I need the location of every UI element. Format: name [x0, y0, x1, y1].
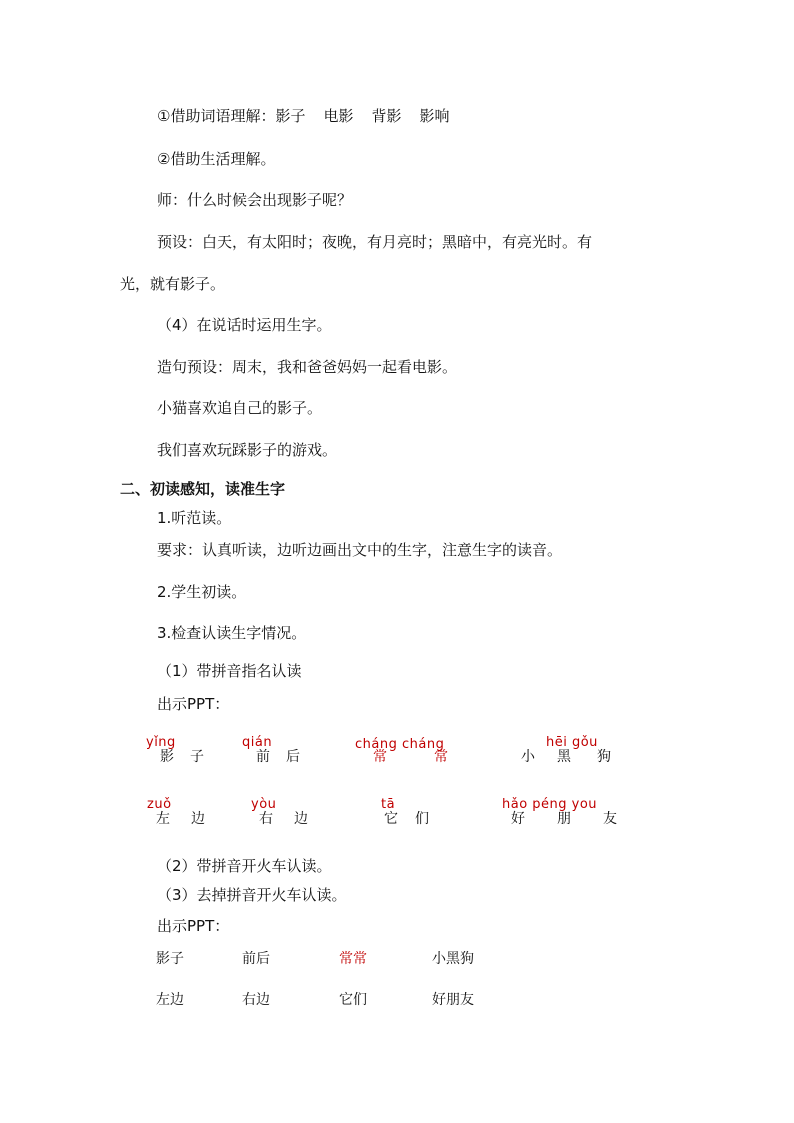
hanzi: 友 — [603, 811, 617, 827]
line-preset-answer: 预设：白天，有太阳时；夜晚，有月亮时；黑暗中，有亮光时。有 — [157, 233, 593, 251]
line-word-understanding — [157, 106, 450, 126]
hanzi: 们 — [415, 811, 429, 827]
hanzi: 常 — [373, 749, 387, 765]
hanzi: 左 — [156, 811, 170, 827]
line-pinyin-read: （1）带拼音指名认读 — [157, 662, 302, 680]
pinyin: tā — [381, 797, 396, 812]
line-first-read: 2.学生初读。 — [157, 583, 247, 601]
pinyin: yǐng — [146, 735, 176, 750]
hanzi: 边 — [191, 811, 205, 827]
pinyin: yòu — [251, 797, 277, 812]
line-show-ppt-2: 出示PPT： — [157, 917, 230, 935]
line-preset-answer-cont: 光，就有影子。 — [120, 275, 226, 293]
hanzi: 好 — [511, 811, 525, 827]
pinyin: hēi gǒu — [546, 735, 598, 750]
line-train-read-pinyin: （2）带拼音开火车认读。 — [157, 857, 332, 875]
section-heading-2: 二、初读感知，读准生字 — [120, 480, 286, 498]
line-sentence-cat: 小猫喜欢追自己的影子。 — [157, 399, 323, 417]
plain-word: 影子 — [156, 951, 184, 967]
hanzi: 小 — [521, 749, 535, 765]
hanzi: 前 — [256, 749, 270, 765]
hanzi: 后 — [286, 749, 300, 765]
plain-word: 好朋友 — [432, 992, 474, 1008]
word-dianying: 电影 — [323, 107, 354, 125]
word-beiying: 背影 — [371, 107, 402, 125]
hanzi: 黑 — [557, 749, 571, 765]
pinyin: qián — [242, 735, 273, 750]
plain-word: 右边 — [242, 992, 270, 1008]
pinyin: cháng cháng — [355, 737, 445, 752]
line-check: 3.检查认读生字情况。 — [157, 624, 307, 642]
plain-word: 常常 — [339, 951, 367, 967]
plain-word: 它们 — [339, 992, 367, 1008]
plain-word: 左边 — [156, 992, 184, 1008]
line-step-4: （4）在说话时运用生字。 — [157, 316, 332, 334]
line-show-ppt-1: 出示PPT： — [157, 695, 230, 713]
hanzi: 右 — [259, 811, 273, 827]
line-life-understanding: ②借助生活理解。 — [157, 150, 276, 168]
hanzi: 狗 — [597, 749, 611, 765]
hanzi: 常 — [434, 749, 448, 765]
line-sentence-preset: 造句预设：周末，我和爸爸妈妈一起看电影。 — [157, 358, 458, 376]
hanzi: 影 — [160, 749, 174, 765]
word-understanding-prefix: ①借助词语理解：影子 — [157, 107, 306, 125]
hanzi: 子 — [190, 749, 204, 765]
line-requirement: 要求：认真听读，边听边画出文中的生字，注意生字的读音。 — [157, 541, 563, 559]
plain-word: 前后 — [242, 951, 270, 967]
hanzi: 边 — [294, 811, 308, 827]
pinyin: hǎo péng you — [502, 797, 598, 812]
line-teacher-question: 师：什么时候会出现影子呢？ — [157, 191, 353, 209]
line-train-read-no-pinyin: （3）去掉拼音开火车认读。 — [157, 886, 347, 904]
plain-word: 小黑狗 — [432, 951, 474, 967]
hanzi: 朋 — [557, 811, 571, 827]
hanzi: 它 — [384, 811, 398, 827]
line-listen: 1.听范读。 — [157, 509, 232, 527]
line-sentence-game: 我们喜欢玩踩影子的游戏。 — [157, 441, 338, 459]
pinyin: zuǒ — [147, 797, 172, 812]
word-yingxiang: 影响 — [419, 107, 450, 125]
